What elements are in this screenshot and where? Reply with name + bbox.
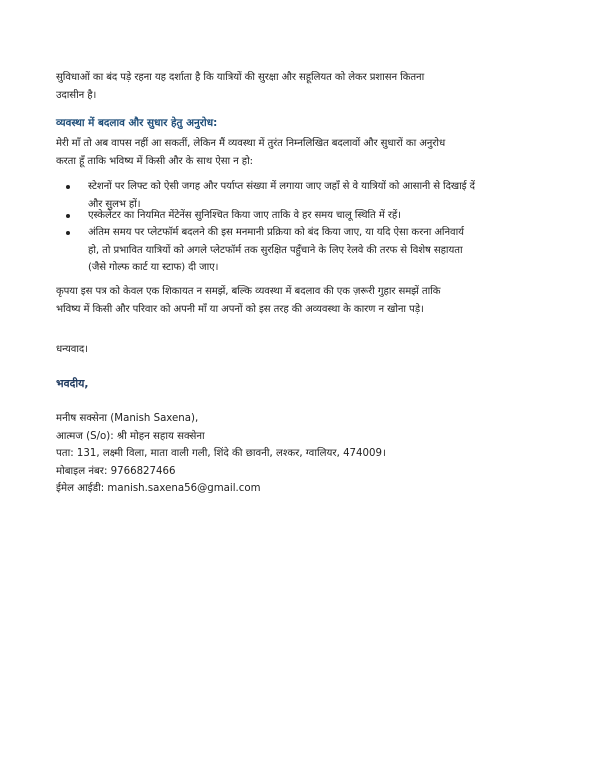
request-intro-line-1: मेरी माँ तो अब वापस नहीं आ सकतीं, लेकिन मैं व्यवस्था में तुरंत निम्नलिखित बदलावों और सुधारों का अनुरोध xyxy=(56,138,446,149)
intro-line-1: सुविधाओं का बंद पड़े रहना यह दर्शाता है कि यात्रियों की सुरक्षा और सहूलियत को लेकर प्रशासन कितना xyxy=(56,72,425,83)
signature-email: ईमेल आईडी: manish.saxena56@gmail.com xyxy=(56,483,261,494)
list-item-line: अंतिम समय पर प्लेटफॉर्म बदलने की इस मनमानी प्रक्रिया को बंद किया जाए, या यदि ऐसा करना अनिवार्य xyxy=(88,227,464,238)
signature-address: पता: 131, लक्ष्मी विला, माता वाली गली, शिंदे की छावनी, लश्कर, ग्वालियर, 474009। xyxy=(56,448,386,459)
list-item-line: (जैसे गोल्फ कार्ट या स्टाफ) दी जाए। xyxy=(88,262,219,273)
closing-line-2: भविष्य में किसी और परिवार को अपनी माँ या अपनों को इस तरह की अव्यवस्था के कारण न खोना पड़े। xyxy=(56,303,424,315)
bullet-icon xyxy=(66,185,70,189)
list-item-line: हो, तो प्रभावित यात्रियों को अगले प्लेटफॉर्म तक सुरक्षित पहुँचाने के लिए रेलवे की तरफ से विशेष सहायता xyxy=(88,244,463,256)
request-intro-paragraph xyxy=(56,135,544,170)
bullet-icon xyxy=(66,231,70,235)
thanks-text: धन्यवाद। xyxy=(56,344,88,355)
list-item-text xyxy=(88,224,546,277)
list-item-line: स्टेशनों पर लिफ्ट को ऐसी जगह और पर्याप्त संख्या में लगाया जाए जहाँ से वे यात्रियों को आसानी से दिखाई दें xyxy=(88,181,475,192)
request-heading: व्यवस्था में बदलाव और सुधार हेतु अनुरोध: xyxy=(56,117,218,129)
closing-paragraph xyxy=(56,283,544,318)
list-item-line: एस्केलेटर का नियमित मेंटेनेंस सुनिश्चित किया जाए ताकि वे हर समय चालू स्थिति में रहें। xyxy=(88,210,401,221)
signature-name: मनीष सक्सेना (Manish Saxena), xyxy=(56,413,199,424)
closing-line-1: कृपया इस पत्र को केवल एक शिकायत न समझें, बल्कि व्यवस्था में बदलाव की एक ज़रूरी गुहार समझें ताकि xyxy=(56,286,441,297)
sign-off: भवदीय, xyxy=(56,377,89,390)
signature-parent: आत्मज (S/o): श्री मोहन सहाय सक्सेना xyxy=(56,431,205,442)
signature-mobile: मोबाइल नंबर: 9766827466 xyxy=(56,466,176,477)
intro-paragraph xyxy=(56,69,544,104)
intro-line-2: उदासीन है। xyxy=(56,89,97,101)
list-item-line: और सुलभ हों। xyxy=(88,198,141,210)
request-intro-line-2: करता हूँ ताकि भविष्य में किसी और के साथ ऐसा न हो: xyxy=(56,155,253,167)
list-item-text xyxy=(88,207,546,225)
bullet-icon xyxy=(66,214,70,218)
